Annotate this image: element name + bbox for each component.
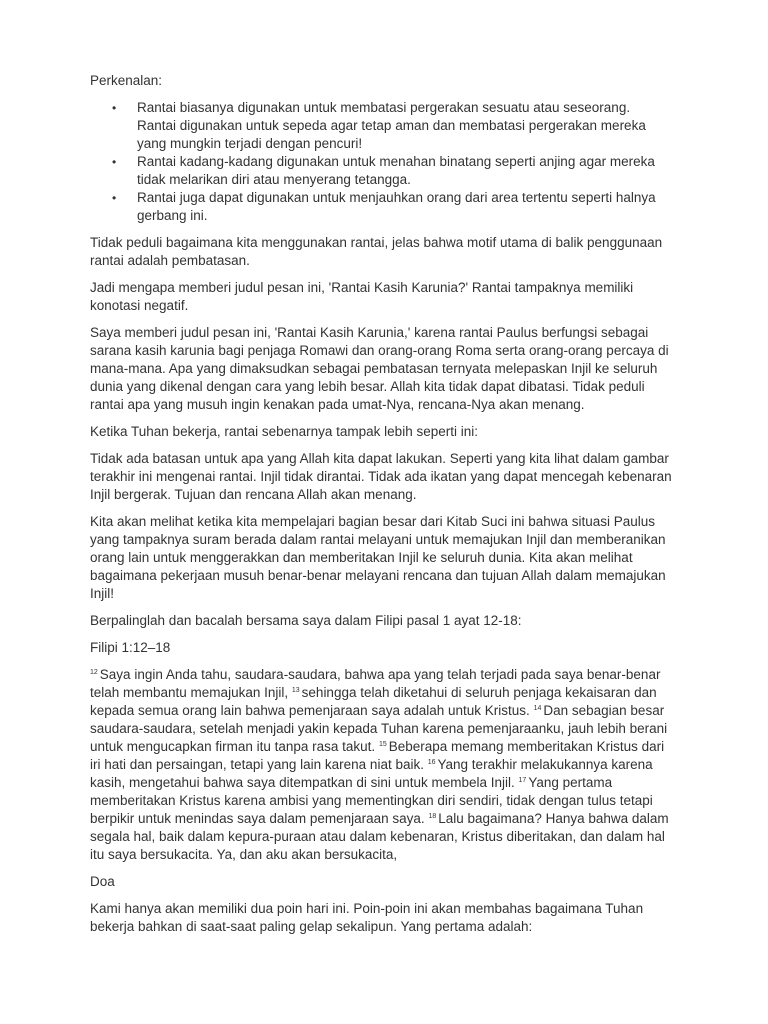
verse-number: 15 bbox=[378, 741, 387, 748]
verse-number: 16 bbox=[427, 759, 436, 766]
verse-number: 14 bbox=[533, 705, 542, 712]
body-paragraph: Saya memberi judul pesan ini, 'Rantai Kasih Karunia,' karena rantai Paulus berfungsi sebagai sarana kasih karunia bagi penjaga Romawi dan orang-orang Roma serta orang-orang percaya di mana-mana. Apa yang dimaksudkan sebagai pembatasan ternyata melepaskan Injil ke seluruh dunia yang dikenal dengan cara yang lebih besar. Allah kita tidak dapat dibatasi. Tidak peduli rantai apa yang musuh ingin kenakan pada umat-Nya, rencana-Nya akan menang. bbox=[90, 325, 669, 412]
closing-paragraph: Kami hanya akan memiliki dua poin hari ini. Poin-poin ini akan membahas bagaimana Tuhan bekerja bahkan di saat-saat paling gelap sekalipun. Yang pertama adalah: bbox=[90, 901, 644, 934]
verse-number: 13 bbox=[291, 687, 300, 694]
verse-text: sehingga telah diketahui di seluruh penjaga kekaisaran dan kepada semua orang lain bahwa pemenjaraan saya adalah untuk Kristus. bbox=[90, 685, 657, 718]
body-paragraph: Kita akan melihat ketika kita mempelajari bagian besar dari Kitab Suci ini bahwa situasi Paulus yang tampaknya suram berada dalam rantai melayani untuk memajukan Injil dan memberanikan orang lain untuk menggerakkan dan memberitakan Injil ke seluruh dunia. Kita akan melihat bagaimana pekerjaan musuh benar-benar melayani rencana dan tujuan Allah dalam memajukan Injil! bbox=[90, 514, 666, 601]
bullet-item bbox=[90, 153, 672, 189]
verse-number: 18 bbox=[428, 813, 437, 820]
scripture-passage bbox=[90, 666, 672, 864]
bullet-item bbox=[90, 99, 672, 153]
verse-text: Saya ingin Anda tahu, saudara-saudara, bahwa apa yang telah terjadi pada saya benar-benar telah membantu memajukan Injil, bbox=[90, 667, 661, 700]
verse-number: 12 bbox=[90, 669, 98, 676]
body-paragraph: Tidak peduli bagaimana kita menggunakan rantai, jelas bahwa motif utama di balik penggunaan rantai adalah pembatasan. bbox=[90, 235, 663, 268]
prayer-heading: Doa bbox=[90, 874, 115, 889]
body-paragraph: Jadi mengapa memberi judul pesan ini, 'Rantai Kasih Karunia?' Rantai tampaknya memiliki konotasi negatif. bbox=[90, 280, 634, 313]
bullet-text: Rantai kadang-kadang digunakan untuk menahan binatang seperti anjing agar mereka tidak melarikan diri atau menyerang tetangga. bbox=[137, 154, 655, 187]
body-paragraph: Tidak ada batasan untuk apa yang Allah kita dapat lakukan. Seperti yang kita lihat dalam gambar terakhir ini mengenai rantai. Injil tidak dirantai. Tidak ada ikatan yang dapat mencegah kebenaran Injil bergerak. Tujuan dan rencana Allah akan menang. bbox=[90, 451, 672, 502]
verse-text: Yang terakhir melakukannya karena kasih, mengetahui bahwa saya ditempatkan di sini untuk membela Injil. bbox=[90, 757, 653, 790]
bullet-icon: • bbox=[112, 155, 117, 169]
bullet-text: Rantai biasanya digunakan untuk membatasi pergerakan sesuatu atau seseorang. Rantai digunakan untuk sepeda agar tetap aman dan membatasi pergerakan mereka yang mungkin terjadi dengan pencuri! bbox=[137, 100, 646, 151]
body-paragraph: Ketika Tuhan bekerja, rantai sebenarnya tampak lebih seperti ini: bbox=[90, 424, 478, 439]
bullet-item bbox=[90, 189, 672, 225]
intro-bullet-list bbox=[90, 99, 672, 225]
body-paragraph: Berpalinglah dan bacalah bersama saya dalam Filipi pasal 1 ayat 12-18: bbox=[90, 613, 522, 628]
verse-text: Dan sebagian besar saudara-saudara, setelah menjadi yakin kepada Tuhan karena pemenjaraanku, jauh lebih berani untuk mengucapkan firman itu tanpa rasa takut. bbox=[90, 703, 668, 754]
verse-text: Yang pertama memberitakan Kristus karena ambisi yang mementingkan diri sendiri, tidak dengan tulus tetapi berpikir untuk menindas saya dalam pemenjaraan saya. bbox=[90, 775, 653, 826]
verse-text: Lalu bagaimana? Hanya bahwa dalam segala hal, baik dalam kepura-puraan atau dalam kebenaran, Kristus diberitakan, dan dalam hal itu saya bersukacita. Ya, dan aku akan bersukacita, bbox=[90, 811, 669, 862]
verse-number: 17 bbox=[518, 777, 527, 784]
bullet-text: Rantai juga dapat digunakan untuk menjauhkan orang dari area tertentu seperti halnya gerbang ini. bbox=[137, 190, 656, 223]
verse-text: Beberapa memang memberitakan Kristus dari iri hati dan persaingan, tetapi yang lain karena niat baik. bbox=[90, 739, 665, 772]
scripture-reference: Filipi 1:12–18 bbox=[90, 640, 171, 655]
bullet-icon: • bbox=[112, 101, 117, 115]
intro-heading: Perkenalan: bbox=[90, 73, 163, 88]
bullet-icon: • bbox=[112, 191, 117, 205]
